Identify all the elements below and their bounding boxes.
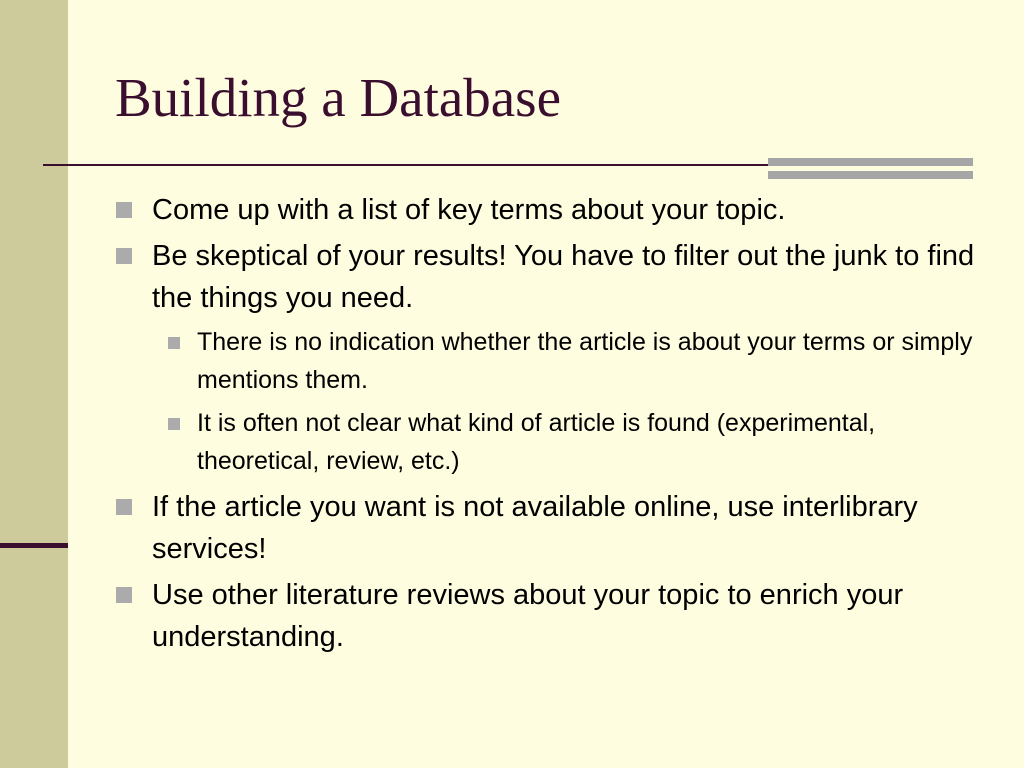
bullet-text: Use other literature reviews about your topic to enrich your understanding. (152, 579, 904, 653)
sub-bullet-item (115, 323, 985, 399)
slide-title: Building a Database (115, 67, 561, 128)
bullet-item (115, 189, 985, 231)
bullet-item (115, 235, 985, 319)
bullet-item (115, 574, 985, 658)
sidebar-accent-line (0, 543, 68, 548)
accent-bar-top (768, 158, 973, 166)
square-bullet-icon (116, 202, 132, 218)
square-bullet-icon (116, 248, 132, 264)
sub-bullet-text: There is no indication whether the article is about your terms or simply mentions them. (197, 328, 973, 394)
slide-body (115, 189, 985, 662)
title-divider-accent (768, 158, 973, 180)
bullet-text: Come up with a list of key terms about your topic. (152, 194, 786, 226)
sub-bullet-text: It is often not clear what kind of article is found (experimental, theoretical, review, etc.) (197, 409, 876, 475)
bullet-text: Be skeptical of your results! You have to filter out the junk to find the things you need. (152, 240, 975, 314)
bullet-item (115, 486, 985, 570)
accent-bar-bottom (768, 171, 973, 179)
square-bullet-icon (116, 587, 132, 603)
square-bullet-icon (168, 337, 180, 349)
square-bullet-icon (116, 499, 132, 515)
left-sidebar-band (0, 0, 68, 768)
sub-bullet-item (115, 404, 985, 480)
bullet-text: If the article you want is not available online, use interlibrary services! (152, 491, 918, 565)
sub-bullet-list (115, 323, 985, 480)
square-bullet-icon (168, 418, 180, 430)
